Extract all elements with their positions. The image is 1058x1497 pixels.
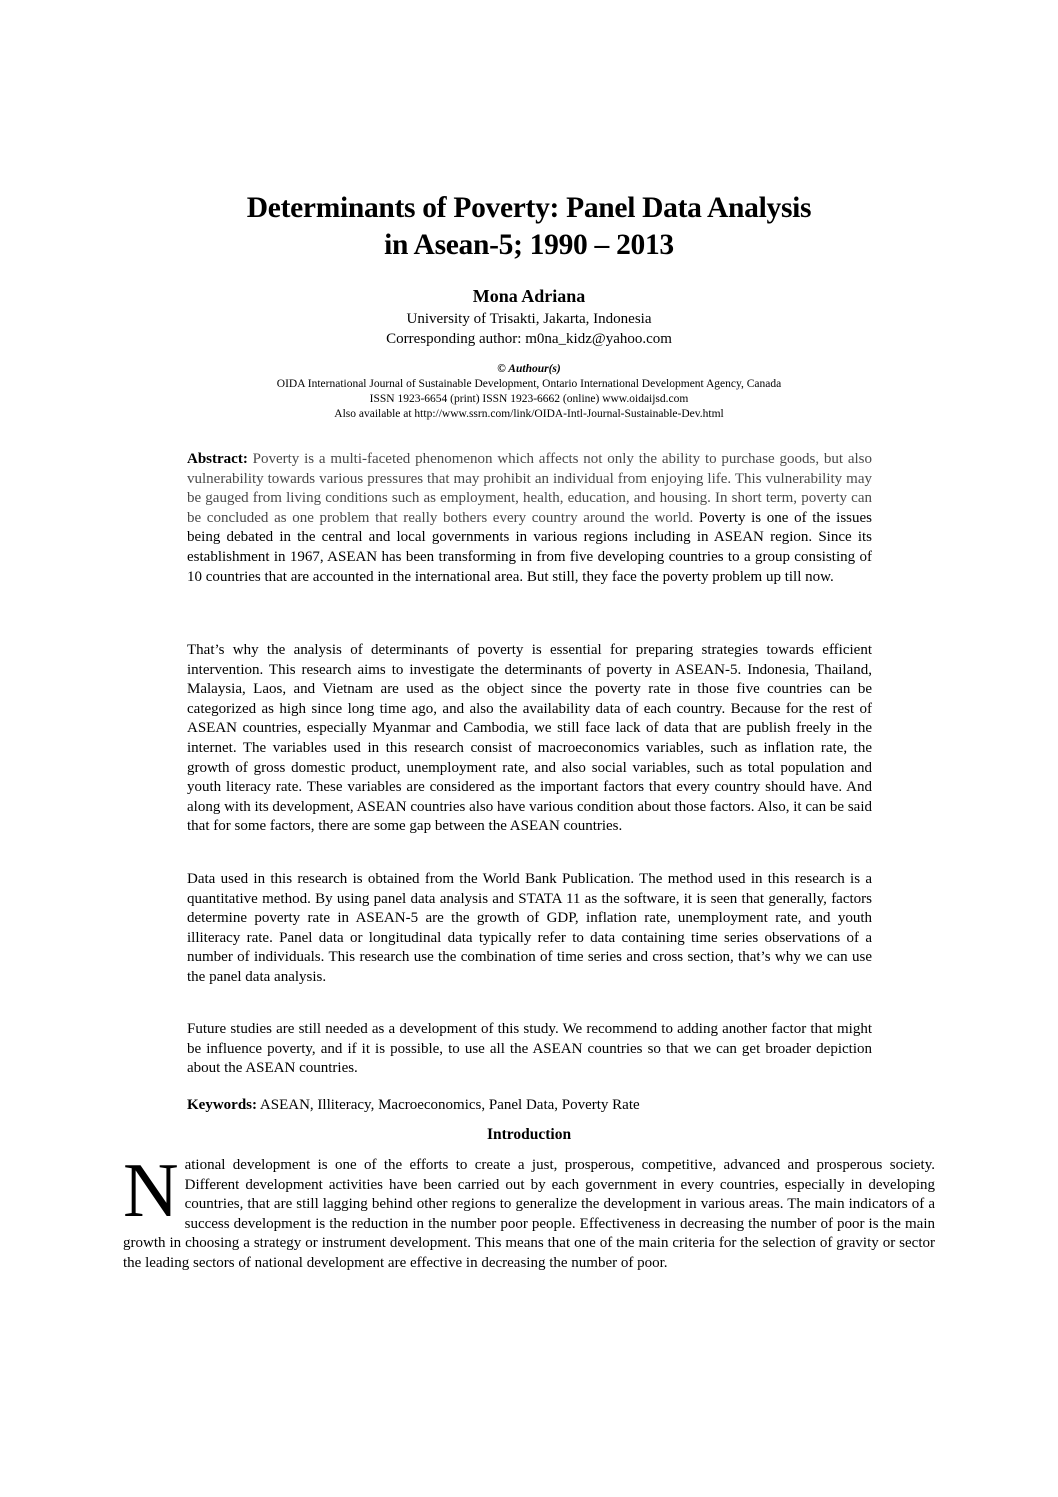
abstract-text-black: Poverty is one of the issues being debated in the central and local governments in various regions including in ASEAN region. Since its establishment in 1967, ASEAN has been transforming in from five developing countries to a group consisting of 10 countries that are accounted in the international area. But still, they face the poverty problem up till now. bbox=[187, 509, 872, 585]
author-name: Mona Adriana bbox=[472, 286, 586, 306]
corresponding-author: Corresponding author: m0na_kidz@yahoo.com bbox=[386, 331, 672, 347]
abstract-label: Abstract: bbox=[187, 451, 248, 467]
abstract-p3-text: Data used in this research is obtained from the World Bank Publication. The method used in this research is a quantitative method. By using panel data analysis and STATA 11 as the software, it is seen that generally, factors determine poverty rate in ASEAN-5 are the growth of GDP, inflation rate, unemployment rate, and youth illiteracy rate. Panel data or longitudinal data typically refer to data containing time series observations of a number of individuals. This research use the combination of time series and cross section, that’s why we can use the panel data analysis. bbox=[187, 871, 872, 985]
abstract-paragraph-1 bbox=[187, 450, 872, 587]
introduction-paragraph bbox=[123, 1147, 935, 1274]
introduction-text: ational development is one of the efforts to create a just, prosperous, competitive, advanced and prosperous society. Different development activities have been carried out by each government in every countries, especially in developing countries, that are still lagging behind other regions to generalize the development in various areas. The main indicators of a success development is the reduction in the number poor people. Effectiveness in decreasing the number of poor is the main growth in choosing a strategy or instrument development. This means that one of the main criteria for the selection of gravity or sector the leading sectors of national development are effective in decreasing the number of poor. bbox=[123, 1157, 935, 1271]
issn-line: ISSN 1923-6654 (print) ISSN 1923-6662 (online) www.oidaijsd.com bbox=[369, 393, 689, 405]
copyright-notice: © Authour(s) bbox=[497, 363, 561, 375]
keywords-text: ASEAN, Illiteracy, Macroeconomics, Panel Data, Poverty Rate bbox=[257, 1097, 640, 1113]
abstract-p2-text: That’s why the analysis of determinants of poverty is essential for preparing strategies towards efficient intervention. This research aims to investigate the determinants of poverty in ASEAN-5. Indonesia, Thailand, Malaysia, Laos, and Vietnam are used as the object since the poverty rate in those five countries can be categorized as high since long time ago, and also the availability data of each country. Because for the rest of ASEAN countries, especially Myanmar and Cambodia, we still face lack of data that are publish freely in the internet. The variables used in this research consist of macroeconomics variables, such as inflation rate, the growth of gross domestic product, unemployment rate, and also social variables, such as total population and youth literacy rate. These variables are considered as the important factors that every country should have. And along with its development, ASEAN countries also have various condition about those factors. Also, it can be said that for some factors, there are some gap between the ASEAN countries. bbox=[187, 642, 872, 835]
title-line-2: in Asean-5; 1990 – 2013 bbox=[384, 229, 674, 261]
keywords-label: Keywords: bbox=[187, 1097, 257, 1113]
drop-cap: N bbox=[123, 1147, 179, 1233]
abstract-p4-text: Future studies are still needed as a development of this study. We recommend to adding another factor that might be influence poverty, and if it is possible, to use all the ASEAN countries so that we can get broader depiction about the ASEAN countries. bbox=[187, 1021, 872, 1077]
introduction-heading: Introduction bbox=[486, 1126, 572, 1143]
publication-meta bbox=[150, 362, 908, 422]
abstract-paragraph-3 bbox=[187, 870, 872, 988]
title-line-1: Determinants of Poverty: Panel Data Analysis bbox=[246, 192, 812, 224]
author-affiliation: University of Trisakti, Jakarta, Indonesia bbox=[406, 311, 652, 327]
keywords bbox=[187, 1096, 872, 1116]
journal-name: OIDA International Journal of Sustainable Development, Ontario International Development Agency, Canada bbox=[276, 378, 782, 390]
paper-title bbox=[150, 190, 908, 264]
abstract-paragraph-4 bbox=[187, 1020, 872, 1079]
availability-line: Also available at http://www.ssrn.com/link/OIDA-Intl-Journal-Sustainable-Dev.html bbox=[334, 408, 724, 420]
abstract-paragraph-2 bbox=[187, 641, 872, 837]
abstract-text-gray: Poverty is a multi-faceted phenomenon which affects not only the ability to purchase goods, but also vulnerability towards various pressures that may prohibit an individual from enjoying life. This vulnerability may be gauged from living conditions such as employment, health, education, and housing. In short term, poverty can be concluded as one problem that really bothers every country around the world. bbox=[187, 451, 872, 526]
